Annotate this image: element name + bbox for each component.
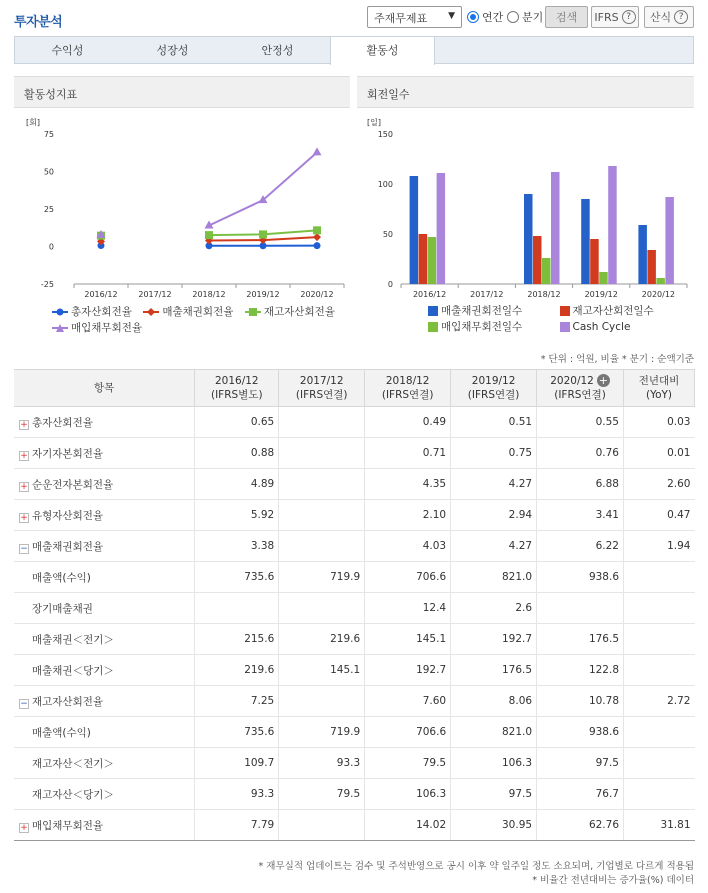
table-cell: [195, 593, 279, 624]
expand-icon[interactable]: +: [20, 512, 28, 523]
table-cell: [279, 407, 365, 438]
table-cell: 3.41: [537, 500, 624, 531]
row-label-cell: [14, 593, 195, 624]
row-label: 매출채권＜전기＞: [32, 633, 114, 646]
row-label: 매입채무회전율: [32, 819, 104, 832]
analysis-tabs: [14, 36, 694, 64]
top-bar: [0, 0, 708, 36]
table-cell: 30.95: [451, 810, 537, 841]
footer-note-yoy: * 비율간 전년대비는 증가율(%) 데이터: [532, 875, 694, 886]
row-label-cell[interactable]: [14, 531, 195, 562]
y-tick-label: 100: [377, 180, 393, 189]
radio-quarter-label: 분기: [522, 11, 544, 24]
table-cell: 1.94: [624, 531, 695, 562]
table-cell: [279, 531, 365, 562]
data-point: [313, 147, 322, 155]
y-tick-label: 0: [387, 280, 393, 289]
statement-type-value: 주재무제표: [374, 12, 428, 25]
table-cell: 735.6: [195, 717, 279, 748]
column-header: [624, 370, 695, 407]
column-header: [195, 370, 279, 407]
radio-quarter[interactable]: [507, 9, 543, 25]
bar: [551, 172, 560, 284]
row-label-cell: [14, 624, 195, 655]
row-label-cell: [14, 748, 195, 779]
table-cell: 176.5: [451, 655, 537, 686]
table-body: [14, 407, 695, 841]
column-header: [279, 370, 365, 407]
legend-label: 매출채권회전일수: [441, 305, 523, 317]
search-button-label: 검색: [555, 11, 578, 24]
turnover-days-panel-header: [357, 76, 694, 108]
footer-note-update: * 재무실적 업데이트는 검수 및 주석반영으로 공시 이후 약 일주일 정도 소요되며, 기업별로 다르게 적용됨: [258, 861, 694, 872]
table-cell: 219.6: [195, 655, 279, 686]
data-point: [313, 233, 321, 241]
table-cell: [279, 469, 365, 500]
table-cell: [537, 593, 624, 624]
y-tick-label: 50: [382, 230, 393, 239]
row-label-cell[interactable]: [14, 810, 195, 841]
legend-item: [560, 304, 654, 318]
row-label-cell[interactable]: [14, 500, 195, 531]
x-tick-label: 2017/12: [138, 290, 172, 299]
bar: [419, 234, 428, 284]
expand-icon[interactable]: +: [20, 419, 28, 430]
table-cell: 6.88: [537, 469, 624, 500]
table-cell: 4.27: [451, 531, 537, 562]
data-point: [205, 231, 213, 239]
x-tick-label: 2016/12: [84, 290, 118, 299]
table-cell: 0.75: [451, 438, 537, 469]
table-cell: 14.02: [365, 810, 451, 841]
table-cell: 0.55: [537, 407, 624, 438]
legend-item: [52, 305, 132, 319]
row-label-cell[interactable]: [14, 686, 195, 717]
legend-item: [560, 320, 631, 334]
bar: [599, 272, 608, 284]
column-header-label: 2019/12: [471, 375, 516, 387]
table-cell: 12.4: [365, 593, 451, 624]
column-header: [365, 370, 451, 407]
column-header: [451, 370, 537, 407]
legend-label: 재고자산회전율: [263, 306, 335, 318]
legend-item: [428, 320, 548, 334]
x-tick-label: 2016/12: [412, 290, 447, 299]
expand-icon[interactable]: +: [20, 822, 28, 833]
table-cell: 0.01: [624, 438, 695, 469]
tab-activity[interactable]: 활동성: [330, 36, 435, 65]
table-cell: 821.0: [451, 717, 537, 748]
x-tick-label: 2018/12: [527, 290, 561, 299]
table-cell: 821.0: [451, 562, 537, 593]
bar: [665, 197, 674, 284]
table-row: [14, 531, 695, 562]
ifrs-button-label: IFRS: [594, 10, 619, 24]
row-label: 재고자산회전율: [32, 695, 104, 708]
legend-line-triangle-icon: [52, 323, 68, 333]
table-row: [14, 593, 695, 624]
row-label-cell[interactable]: [14, 469, 195, 500]
y-tick-label: 25: [43, 205, 54, 214]
bar: [647, 250, 656, 284]
table-cell: [624, 748, 695, 779]
table-cell: 76.7: [537, 779, 624, 810]
x-tick-label: 2018/12: [192, 290, 226, 299]
table-cell: 79.5: [365, 748, 451, 779]
data-point: [259, 230, 267, 238]
table-cell: 62.76: [537, 810, 624, 841]
table-cell: 938.6: [537, 717, 624, 748]
table-cell: 192.7: [365, 655, 451, 686]
legend-line-square-icon: [245, 307, 261, 317]
y-tick-label: 0: [48, 242, 54, 252]
row-label: 순운전자본회전율: [32, 478, 114, 491]
data-point: [314, 242, 321, 249]
table-cell: 79.5: [279, 779, 365, 810]
row-label-cell[interactable]: [14, 438, 195, 469]
row-label-cell: [14, 655, 195, 686]
table-cell: [624, 655, 695, 686]
table-cell: 5.92: [195, 500, 279, 531]
table-row: [14, 624, 695, 655]
legend-swatch: [428, 322, 438, 332]
formula-help-button[interactable]: [644, 6, 694, 28]
table-cell: 719.9: [279, 562, 365, 593]
legend-swatch: [560, 306, 570, 316]
x-tick-label: 2020/12: [300, 290, 334, 299]
row-label: 매출액(수익): [32, 571, 91, 584]
bar: [533, 236, 542, 284]
bar: [608, 166, 617, 284]
table-row: [14, 779, 695, 810]
legend-swatch: [428, 306, 438, 316]
table-cell: 93.3: [279, 748, 365, 779]
table-cell: 2.60: [624, 469, 695, 500]
radio-checked-icon: [467, 11, 479, 23]
table-cell: 31.81: [624, 810, 695, 841]
expand-icon[interactable]: +: [20, 481, 28, 492]
legend-item: [143, 305, 233, 319]
table-cell: 192.7: [451, 624, 537, 655]
table-cell: 145.1: [365, 624, 451, 655]
row-label-cell[interactable]: [14, 407, 195, 438]
table-cell: 0.47: [624, 500, 695, 531]
column-header-label: 2017/12: [299, 375, 344, 387]
table-cell: [279, 810, 365, 841]
x-tick-label: 2019/12: [246, 290, 280, 299]
table-cell: 0.03: [624, 407, 695, 438]
bar: [410, 176, 419, 284]
table-cell: 2.10: [365, 500, 451, 531]
column-header-sublabel: (IFRS연결): [467, 389, 520, 401]
table-row: [14, 748, 695, 779]
table-cell: 4.03: [365, 531, 451, 562]
table-row: [14, 469, 695, 500]
row-label-cell: [14, 717, 195, 748]
y-axis-unit: [회]: [26, 118, 40, 127]
table-cell: 735.6: [195, 562, 279, 593]
table-row: [14, 407, 695, 438]
column-header-label: 2018/12: [385, 375, 430, 387]
expand-columns-icon[interactable]: +: [598, 374, 608, 387]
legend-line-dot-icon: [52, 307, 68, 317]
table-cell: [624, 624, 695, 655]
bar: [524, 194, 533, 284]
table-cell: [279, 500, 365, 531]
table-cell: [624, 717, 695, 748]
table-cell: 7.79: [195, 810, 279, 841]
question-icon: ?: [622, 10, 636, 24]
table-cell: 0.88: [195, 438, 279, 469]
line-chart-legend: [52, 305, 352, 337]
tab-profitability[interactable]: 수익성: [51, 44, 84, 57]
bar: [581, 199, 590, 284]
table-cell: 2.6: [451, 593, 537, 624]
legend-swatch: [560, 322, 570, 332]
legend-item: [428, 304, 548, 318]
table-cell: 122.8: [537, 655, 624, 686]
activity-panel-header: [14, 76, 350, 108]
column-header: [14, 370, 195, 407]
table-cell: 706.6: [365, 562, 451, 593]
column-header-sublabel: (IFRS연결): [381, 389, 434, 401]
table-cell: [624, 593, 695, 624]
table-row: [14, 438, 695, 469]
table-cell: 2.72: [624, 686, 695, 717]
row-label-cell: [14, 779, 195, 810]
column-header-sublabel: (IFRS연결): [295, 389, 348, 401]
column-header-label: 2020/12: [550, 375, 594, 387]
table-cell: 719.9: [279, 717, 365, 748]
table-cell: 106.3: [365, 779, 451, 810]
legend-item: [52, 321, 142, 335]
table-cell: 0.49: [365, 407, 451, 438]
table-cell: [279, 593, 365, 624]
column-header-label: 항목: [94, 382, 115, 394]
y-tick-label: -25: [40, 280, 54, 289]
y-axis-unit: [일]: [367, 118, 381, 127]
legend-label: 매출채권회전율: [162, 306, 234, 318]
table-cell: 97.5: [537, 748, 624, 779]
formula-button-label: 산식: [649, 11, 672, 24]
x-tick-label: 2019/12: [584, 290, 618, 299]
table-cell: [624, 562, 695, 593]
column-header-sublabel: (IFRS별도): [210, 389, 263, 401]
legend-label: 매입채무회전율: [71, 322, 143, 334]
chevron-down-icon: ▼: [448, 11, 455, 21]
y-tick-label: 75: [43, 130, 54, 139]
bar: [638, 225, 647, 284]
statement-type-select[interactable]: [367, 6, 462, 28]
y-tick-label: 50: [43, 167, 54, 177]
search-button[interactable]: [545, 6, 588, 28]
y-tick-label: 150: [377, 130, 393, 139]
table-cell: 106.3: [451, 748, 537, 779]
bar: [437, 173, 446, 284]
bar: [590, 239, 599, 284]
table-cell: 97.5: [451, 779, 537, 810]
tab-growth[interactable]: 성장성: [156, 44, 189, 57]
table-cell: 109.7: [195, 748, 279, 779]
table-cell: 145.1: [279, 655, 365, 686]
legend-item: [245, 305, 335, 319]
table-cell: 4.89: [195, 469, 279, 500]
table-cell: 7.60: [365, 686, 451, 717]
table-cell: 93.3: [195, 779, 279, 810]
table-cell: 3.38: [195, 531, 279, 562]
row-label: 유형자산회전율: [32, 509, 104, 522]
activity-ratio-table: [14, 369, 695, 841]
row-label: 재고자산＜당기＞: [32, 788, 114, 801]
page-title: 투자분석: [14, 15, 63, 30]
row-label: 매출액(수익): [32, 726, 91, 739]
table-cell: 176.5: [537, 624, 624, 655]
table-row: [14, 686, 695, 717]
radio-annual[interactable]: [467, 9, 503, 25]
tab-stability[interactable]: 안정성: [261, 44, 294, 57]
table-row: [14, 717, 695, 748]
x-tick-label: 2017/12: [470, 290, 504, 299]
table-row: [14, 655, 695, 686]
expand-icon[interactable]: +: [20, 450, 28, 461]
table-cell: 0.76: [537, 438, 624, 469]
column-header-sublabel: (YoY): [645, 389, 673, 401]
column-header-label: 전년대비: [638, 375, 680, 387]
bar: [428, 237, 437, 284]
data-point: [313, 226, 321, 234]
turnover-days-bar-chart: [357, 110, 694, 335]
legend-label: 재고자산회전일수: [572, 305, 654, 317]
row-label: 총자산회전율: [32, 416, 93, 429]
table-cell: [279, 438, 365, 469]
table-cell: 706.6: [365, 717, 451, 748]
table-row: [14, 562, 695, 593]
table-cell: [279, 686, 365, 717]
table-cell: 4.35: [365, 469, 451, 500]
row-label: 매출채권회전율: [32, 540, 104, 553]
bar: [656, 278, 665, 284]
row-label: 재고자산＜전기＞: [32, 757, 114, 770]
legend-label: 총자산회전율: [71, 306, 132, 318]
table-cell: 0.65: [195, 407, 279, 438]
table-cell: 7.25: [195, 686, 279, 717]
legend-label: 매입채무회전일수: [441, 321, 523, 333]
table-cell: 6.22: [537, 531, 624, 562]
table-cell: 938.6: [537, 562, 624, 593]
table-cell: 219.6: [279, 624, 365, 655]
legend-label: Cash Cycle: [572, 321, 631, 333]
ifrs-help-button[interactable]: [591, 6, 639, 28]
unit-note: * 단위 : 억원, 비율 * 분기 : 순액기준: [540, 354, 694, 365]
row-label: 장기매출채권: [32, 602, 93, 615]
table-cell: 8.06: [451, 686, 537, 717]
column-header: [537, 370, 624, 407]
turnover-days-panel-title: 회전일수: [367, 88, 410, 101]
row-label-cell: [14, 562, 195, 593]
table-row: [14, 810, 695, 841]
table-cell: 10.78: [537, 686, 624, 717]
series-line: [209, 152, 317, 225]
table-cell: [624, 779, 695, 810]
table-row: [14, 500, 695, 531]
row-label: 자기자본회전율: [32, 447, 104, 460]
x-tick-label: 2020/12: [641, 290, 676, 299]
bar-chart-legend: [428, 304, 698, 336]
legend-line-diamond-icon: [143, 307, 159, 317]
radio-annual-label: 연간: [482, 11, 504, 24]
table-cell: 215.6: [195, 624, 279, 655]
collapse-icon[interactable]: −: [20, 543, 28, 554]
table-header-row: [14, 370, 695, 407]
table-cell: 0.51: [451, 407, 537, 438]
table-cell: 4.27: [451, 469, 537, 500]
question-icon: ?: [674, 10, 688, 24]
column-header-label: 2016/12: [214, 375, 259, 387]
bar: [542, 258, 551, 284]
activity-line-chart: [14, 110, 350, 335]
table-cell: 2.94: [451, 500, 537, 531]
row-label: 매출채권＜당기＞: [32, 664, 114, 677]
table-cell: 0.71: [365, 438, 451, 469]
radio-unchecked-icon: [507, 11, 519, 23]
activity-panel-title: 활동성지표: [24, 88, 78, 101]
collapse-icon[interactable]: −: [20, 698, 28, 709]
column-header-sublabel: (IFRS연결): [554, 389, 606, 401]
